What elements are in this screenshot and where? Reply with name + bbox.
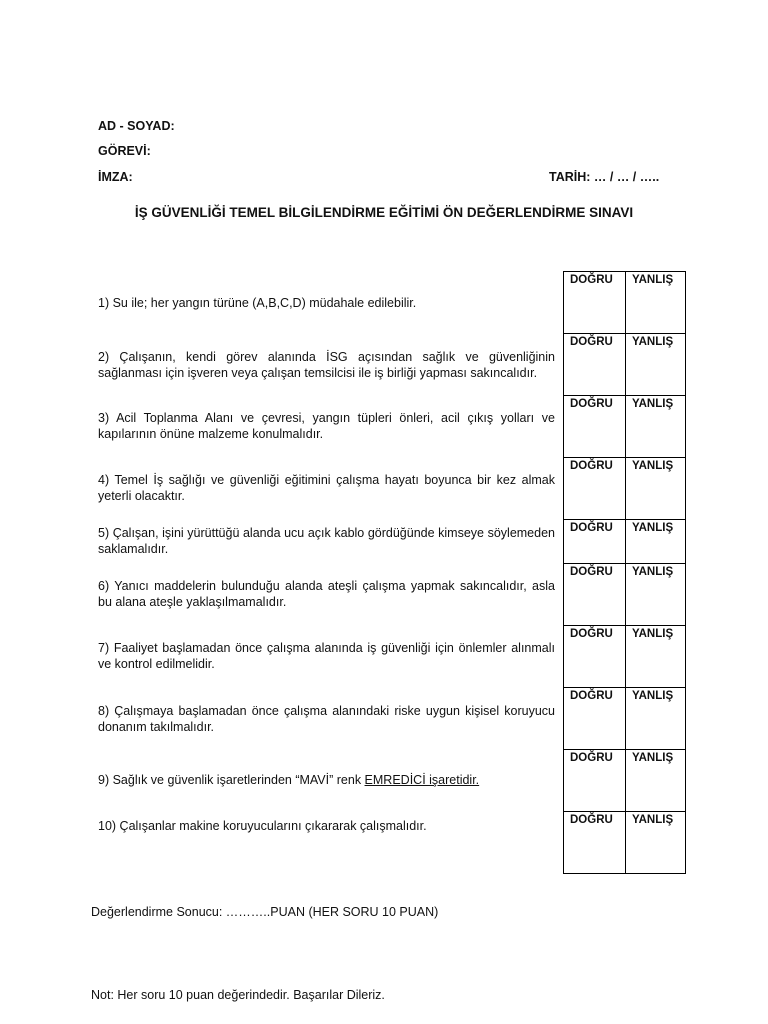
answer-false-cell[interactable]: YANLIŞ [626, 812, 686, 874]
answer-row [564, 812, 686, 874]
answer-row [564, 750, 686, 812]
question-9-text: 9) Sağlık ve güvenlik işaretlerinden “MAVİ” renk [98, 773, 365, 787]
answer-false-cell[interactable]: YANLIŞ [626, 396, 686, 458]
question-1: 1) Su ile; her yangın türüne (A,B,C,D) müdahale edilebilir. [98, 296, 417, 310]
answer-true-cell[interactable]: DOĞRU [564, 750, 626, 812]
answer-false-cell[interactable]: YANLIŞ [626, 688, 686, 750]
role-label: GÖREVİ: [98, 144, 151, 158]
answer-row [564, 458, 686, 520]
answer-row [564, 626, 686, 688]
answer-false-cell[interactable]: YANLIŞ [626, 520, 686, 564]
answer-row [564, 396, 686, 458]
answer-row [564, 688, 686, 750]
answer-false-cell[interactable]: YANLIŞ [626, 564, 686, 626]
answer-true-cell[interactable]: DOĞRU [564, 812, 626, 874]
question-5: 5) Çalışan, işini yürüttüğü alanda ucu açık kablo gördüğünde kimseye söylemeden saklamalıdır. [98, 526, 555, 556]
question-3: 3) Acil Toplanma Alanı ve çevresi, yangın tüpleri önleri, acil çıkış yolları ve kapılarının önüne malzeme konulmalıdır. [98, 411, 555, 441]
answer-grid [563, 271, 686, 874]
exam-title: İŞ GÜVENLİĞİ TEMEL BİLGİLENDİRME EĞİTİMİ ÖN DEĞERLENDİRME SINAVI [134, 205, 634, 220]
answer-true-cell[interactable]: DOĞRU [564, 396, 626, 458]
question-9-underlined: EMREDİCİ işaretidir. [364, 773, 480, 787]
answer-row [564, 272, 686, 334]
answer-row [564, 334, 686, 396]
note-line: Not: Her soru 10 puan değerindedir. Başarılar Dileriz. [91, 988, 385, 1002]
answer-true-cell[interactable]: DOĞRU [564, 688, 626, 750]
answer-row [564, 520, 686, 564]
question-2: 2) Çalışanın, kendi görev alanında İSG açısından sağlık ve güvenliğinin sağlanması için işveren veya çalışan temsilcisi ile iş birliği yapması sakıncalıdır. [98, 350, 555, 380]
name-label: AD - SOYAD: [98, 119, 175, 133]
result-line: Değerlendirme Sonucu: ………..PUAN (HER SORU 10 PUAN) [91, 905, 439, 919]
date-label: TARİH: … / … / ….. [549, 170, 660, 184]
question-9 [98, 772, 555, 788]
answer-false-cell[interactable]: YANLIŞ [626, 750, 686, 812]
signature-label: İMZA: [98, 170, 133, 184]
answer-false-cell[interactable]: YANLIŞ [626, 334, 686, 396]
answer-false-cell[interactable]: YANLIŞ [626, 458, 686, 520]
question-4: 4) Temel İş sağlığı ve güvenliği eğitimini çalışma hayatı boyunca bir kez almak yeterli olacaktır. [98, 473, 555, 503]
question-8: 8) Çalışmaya başlamadan önce çalışma alanındaki riske uygun kişisel koruyucu donanım takılmalıdır. [98, 704, 555, 734]
answer-true-cell[interactable]: DOĞRU [564, 520, 626, 564]
answer-true-cell[interactable]: DOĞRU [564, 564, 626, 626]
question-6: 6) Yanıcı maddelerin bulunduğu alanda ateşli çalışma yapmak sakıncalıdır, asla bu alana ateşle yaklaşılmamalıdır. [98, 579, 555, 609]
answer-true-cell[interactable]: DOĞRU [564, 272, 626, 334]
question-7: 7) Faaliyet başlamadan önce çalışma alanında iş güvenliği için önlemler alınmalı ve kontrol edilmelidir. [98, 641, 555, 671]
answer-true-cell[interactable]: DOĞRU [564, 626, 626, 688]
answer-false-cell[interactable]: YANLIŞ [626, 272, 686, 334]
answer-false-cell[interactable]: YANLIŞ [626, 626, 686, 688]
answer-true-cell[interactable]: DOĞRU [564, 458, 626, 520]
answer-row [564, 564, 686, 626]
question-10: 10) Çalışanlar makine koruyucularını çıkararak çalışmalıdır. [98, 819, 427, 833]
answer-true-cell[interactable]: DOĞRU [564, 334, 626, 396]
